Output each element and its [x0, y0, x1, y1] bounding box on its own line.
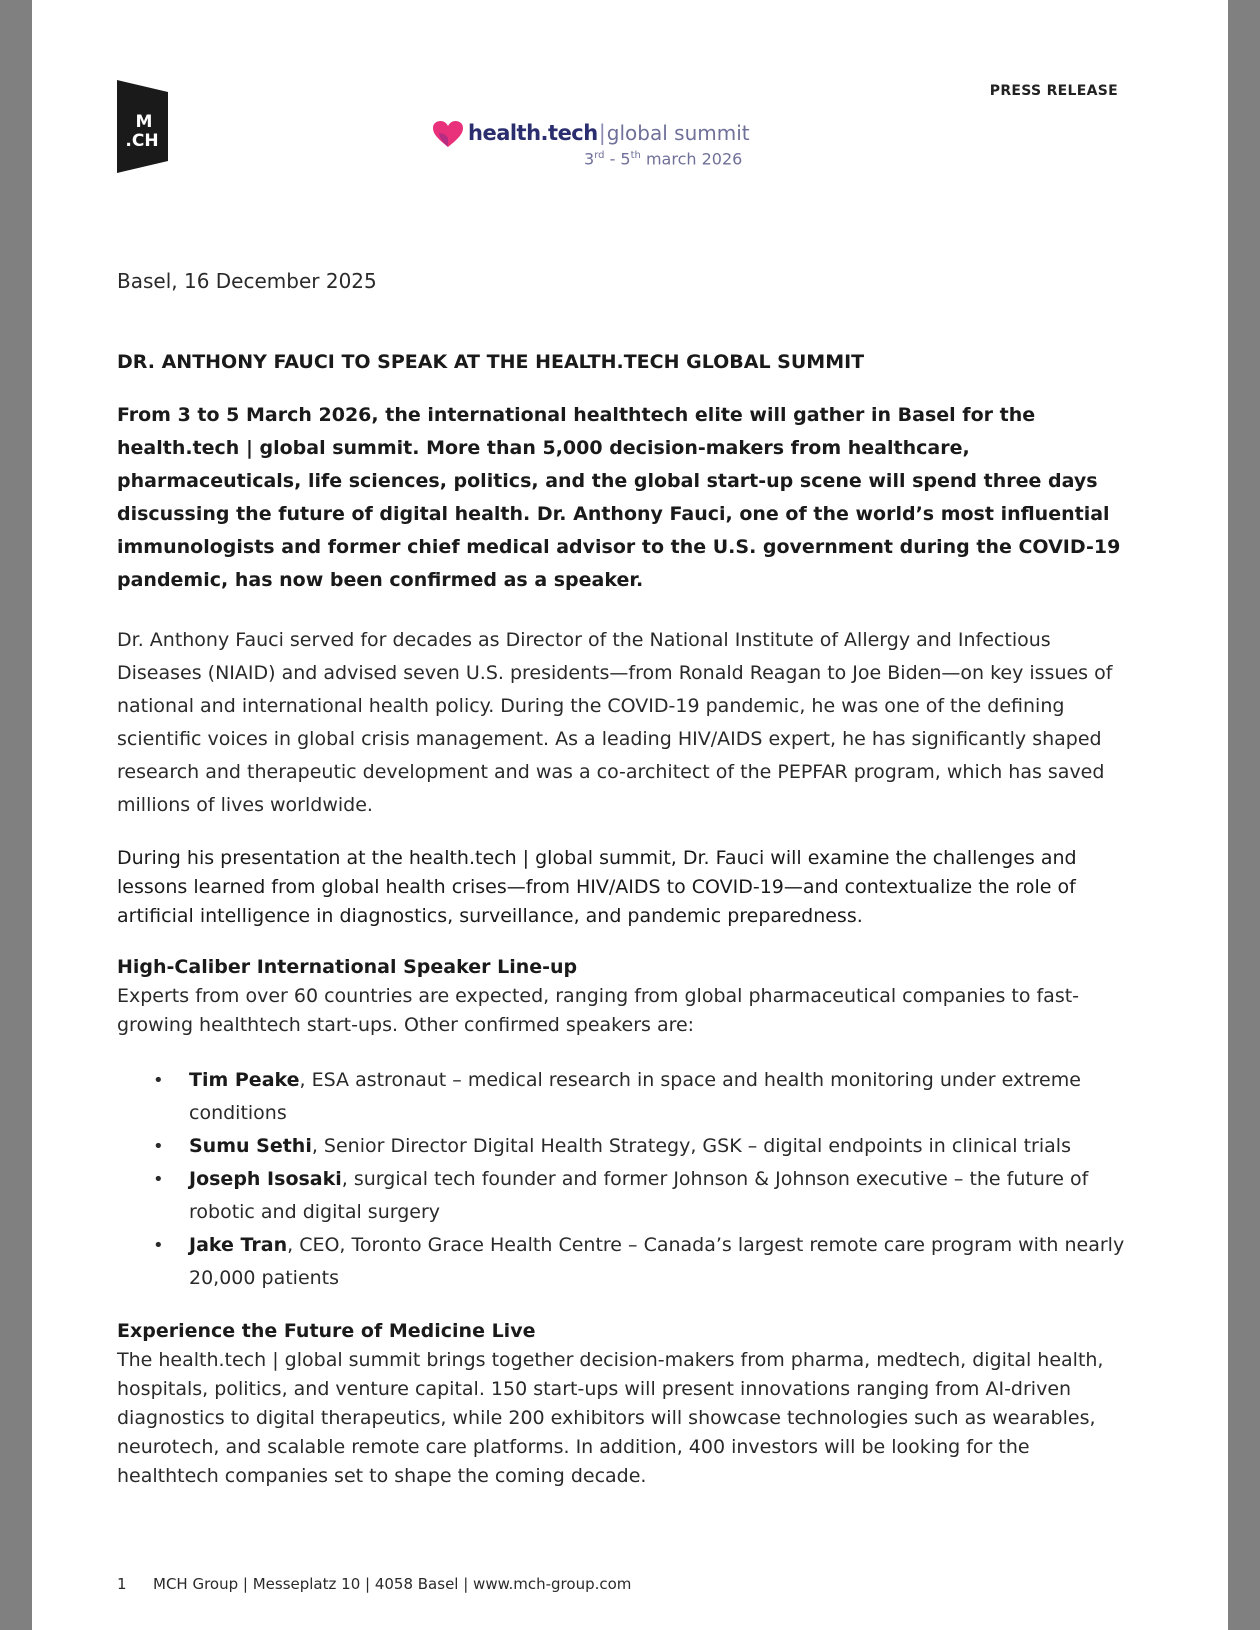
speaker-detail: , Senior Director Digital Health Strategy, GSK – digital endpoints in clinical trials [311, 1135, 1071, 1157]
speaker-name: Jake Tran [189, 1234, 288, 1256]
heart-icon [432, 120, 464, 148]
lead-paragraph: From 3 to 5 March 2026, the international healthtech elite will gather in Basel for the health.tech | global summit. More than 5,000 decision-makers from healthcare, pharmaceuticals, life sciences, politics, and the global start-up scene will spend three days discussing the future of digital health. Dr. Anthony Fauci, one of the world’s most influential immunologists and former chief medical advisor to the U.S. government during the COVID-19 pandemic, has now been confirmed as a speaker. [117, 404, 1121, 591]
speaker-list [117, 1064, 1127, 1295]
bullet: • [153, 1070, 164, 1091]
paragraph-fauci-bio: Dr. Anthony Fauci served for decades as Director of the National Institute of Allergy and Infectious Diseases (NIAID) and advised seven U.S. presidents—from Ronald Reagan to Joe Biden—on key issues of national and international health policy. During the COVID-19 pandemic, he was one of the defining scientific voices in global crisis management. As a leading HIV/AIDS expert, he has significantly shaped research and therapeutic development and was a co-architect of the PEPFAR program, which has saved millions of lives worldwide. [117, 629, 1113, 816]
speaker-item [117, 1130, 1127, 1163]
event-dates [584, 146, 742, 169]
section-body-speakers: Experts from over 60 countries are expected, ranging from global pharmaceutical companies to fast-growing healthtech start-ups. Other confirmed speakers are: [117, 985, 1080, 1036]
event-brand-bold: health.tech [468, 121, 598, 145]
speaker-item [117, 1229, 1127, 1295]
release-body [117, 266, 1127, 1515]
section-heading-speakers: High-Caliber International Speaker Line-up [117, 956, 578, 978]
speaker-name: Tim Peake [189, 1069, 300, 1091]
mch-logo-text-bottom: .CH [125, 131, 159, 151]
section-body-experience: The health.tech | global summit brings together decision-makers from pharma, medtech, digital health, hospitals, politics, and venture capital. 150 start-ups will present innovations ranging from AI-driven diagnostics to digital therapeutics, while 200 exhibitors will showcase technologies such as wearables, neurotech, and scalable remote care platforms. In addition, 400 investors will be looking for the healthtech companies set to shape the coming decade. [117, 1349, 1104, 1487]
speaker-detail: , CEO, Toronto Grace Health Centre – Canada’s largest remote care program with nearly 20,000 patients [189, 1234, 1125, 1289]
event-date-start: 3 [584, 149, 595, 169]
event-date-start-suffix: rd [594, 150, 605, 161]
event-brand [468, 120, 750, 146]
bullet: • [153, 1169, 164, 1190]
speaker-item [117, 1064, 1127, 1130]
page-number: 1 [117, 1575, 127, 1593]
page-footer [117, 1575, 631, 1593]
section-heading-experience: Experience the Future of Medicine Live [117, 1320, 536, 1342]
event-date-end-suffix: th [630, 150, 641, 161]
speaker-item [117, 1163, 1127, 1229]
headline: DR. ANTHONY FAUCI TO SPEAK AT THE HEALTH.TECH GLOBAL SUMMIT [117, 351, 865, 373]
event-date-end: - 5 [604, 149, 631, 169]
event-logo [432, 116, 752, 168]
bullet: • [153, 1136, 164, 1157]
mch-logo [117, 80, 168, 173]
footer-address: MCH Group | Messeplatz 10 | 4058 Basel | www.mch-group.com [153, 1575, 632, 1593]
speaker-detail: , surgical tech founder and former Johnson & Johnson executive – the future of robotic and digital surgery [189, 1168, 1089, 1223]
dateline: Basel, 16 December 2025 [117, 269, 377, 293]
document-page [32, 0, 1228, 1630]
event-brand-separator: | [598, 121, 606, 145]
event-date-month-year: march 2026 [640, 149, 743, 169]
press-release-label: PRESS RELEASE [989, 83, 1118, 99]
speaker-name: Sumu Sethi [189, 1135, 312, 1157]
paragraph-presentation: During his presentation at the health.tech | global summit, Dr. Fauci will examine the challenges and lessons learned from global health crises—from HIV/AIDS to COVID-19—and contextualize the role of artificial intelligence in diagnostics, surveillance, and pandemic preparedness. [117, 847, 1077, 927]
mch-logo-text-top: M [135, 112, 153, 132]
bullet: • [153, 1235, 164, 1256]
speaker-name: Joseph Isosaki [189, 1168, 342, 1190]
event-brand-light: global summit [606, 121, 750, 145]
speaker-detail: , ESA astronaut – medical research in space and health monitoring under extreme conditions [189, 1069, 1081, 1124]
